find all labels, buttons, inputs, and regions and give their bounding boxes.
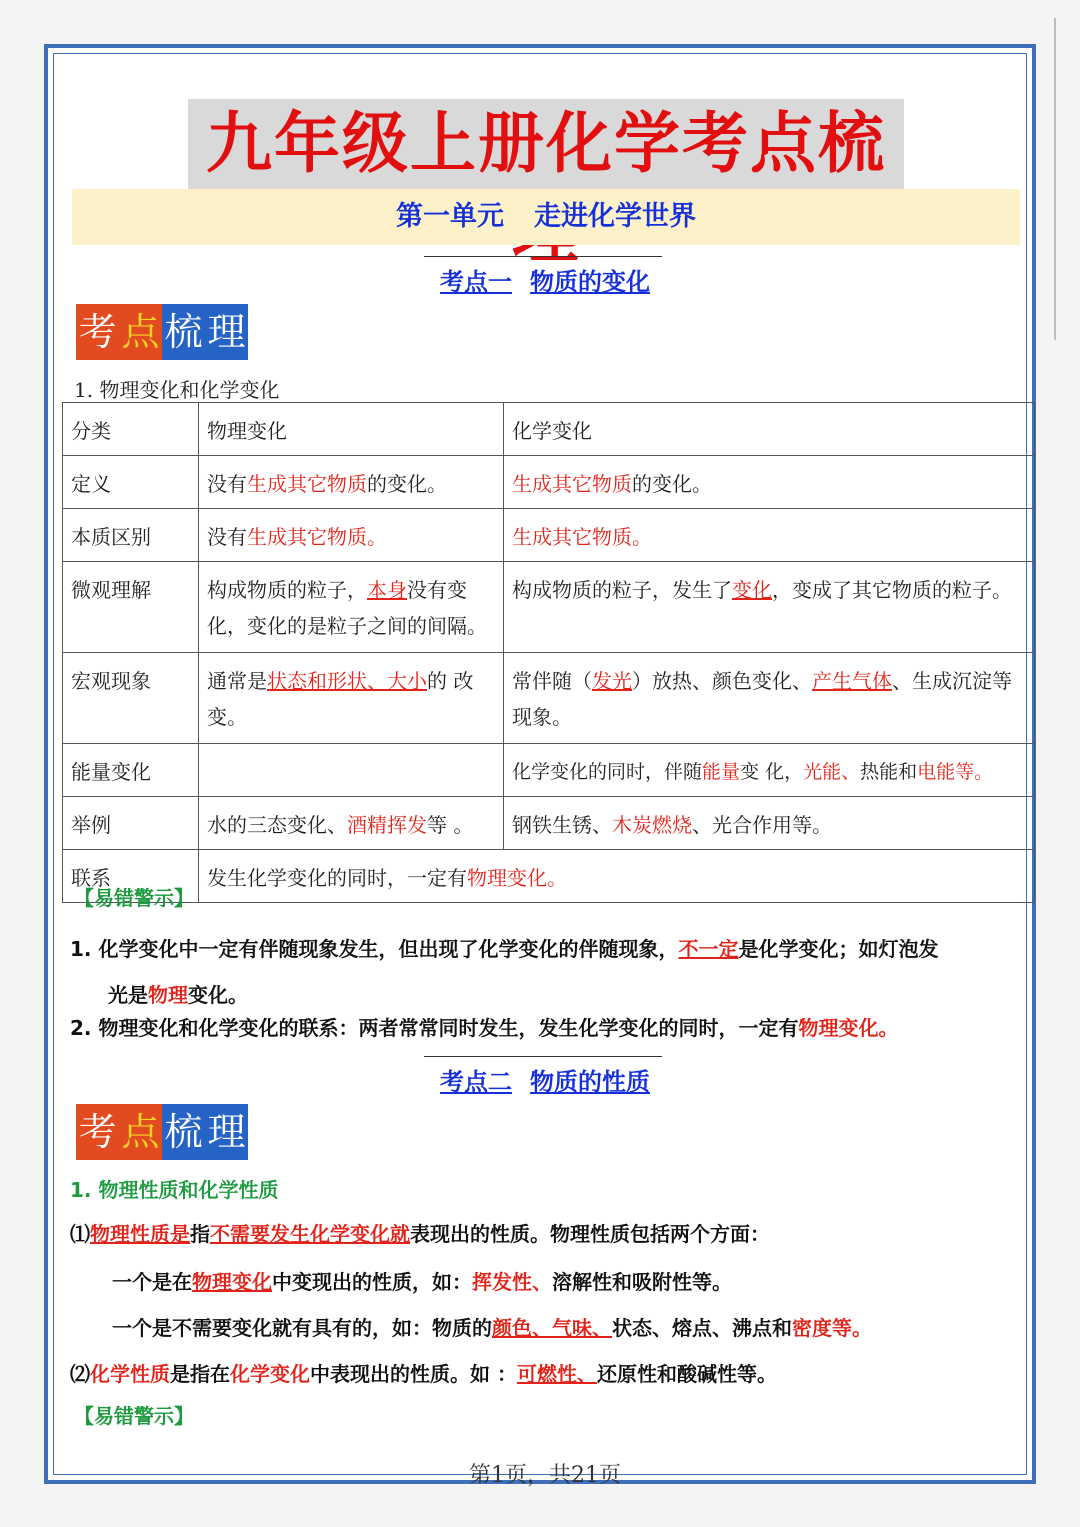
badge-char: 理 [205, 1104, 248, 1160]
text: 指 [190, 1222, 210, 1246]
table-cell [504, 653, 1035, 744]
page-frame [44, 44, 1036, 1488]
table-header: 分类 [63, 403, 199, 456]
row-label: 举例 [63, 797, 199, 850]
text: 还原性和酸碱性等。 [596, 1362, 777, 1386]
row-label: 联系 [63, 850, 199, 903]
table-cell [504, 562, 1035, 653]
kd2-number: 考点二 [440, 1068, 512, 1096]
keyword: 化学性质 [90, 1362, 170, 1386]
text: 、生成沉淀等现象。 [512, 669, 1012, 729]
text: 、光合作用等。 [692, 813, 832, 837]
text: 一个是不需要变化就有具有的，如：物质的 [112, 1316, 492, 1340]
table-cell [199, 653, 504, 744]
table-cell [199, 456, 504, 509]
keyword: 物理变化。 [467, 866, 567, 890]
prop-physical-a [112, 1266, 732, 1295]
keyword: 能量 [702, 761, 741, 783]
table-cell [504, 509, 1035, 562]
keyword: 电能等。 [917, 761, 994, 783]
text: ，变成了其它物质的粒子。 [772, 578, 1012, 602]
page-inner [53, 53, 1027, 1488]
table-cell [504, 744, 1035, 797]
keyword: 物理变化 [192, 1270, 272, 1294]
keyword: 木炭燃烧 [612, 813, 692, 837]
text: 水的三态变化、 [207, 813, 347, 837]
keyword: 酒精挥发 [347, 813, 427, 837]
warning-label-2: 【易错警示】 [74, 1404, 194, 1428]
text: 2. 物理变化和化学变化的联系：两者常常同时发生，发生化学变化的同时，一定有 [70, 1016, 799, 1040]
badge-char: 点 [119, 1104, 162, 1160]
text: 发生化学变化的同时，一定有 [207, 866, 467, 890]
table-row [63, 509, 1035, 562]
keyword: 状态和形状、大小 [267, 669, 427, 693]
badge-char: 梳 [162, 1104, 205, 1160]
text: 热能和 [860, 761, 918, 783]
table-cell [199, 797, 504, 850]
kd1-title [54, 262, 1036, 297]
text: 构成物质的粒子，发生了 [512, 578, 732, 602]
text: 是化学变化；如灯泡发 [738, 937, 939, 961]
warning-label-1: 【易错警示】 [74, 886, 194, 910]
scrollbar-line [1054, 18, 1056, 340]
kaodian-badge-2 [76, 1104, 248, 1160]
table-row [63, 456, 1035, 509]
table-cell [199, 562, 504, 653]
keyword: 物理性质是 [90, 1222, 190, 1246]
text: 1. 化学变化中一定有伴随现象发生，但出现了化学变化的伴随现象， [70, 937, 679, 961]
comparison-table [62, 402, 1035, 903]
text: 钢铁生锈、 [512, 813, 612, 837]
text: 等 。 [427, 813, 474, 837]
keyword: 不一定 [678, 937, 739, 961]
table-cell [199, 850, 1035, 903]
prop-physical-b [112, 1312, 872, 1341]
table-row [63, 653, 1035, 744]
keyword: 生成其它物质 [512, 472, 632, 496]
keyword: 密度等。 [792, 1316, 872, 1340]
section1-heading: 1. 物理变化和化学变化 [74, 378, 280, 402]
warning-item-2 [70, 1012, 898, 1041]
table-row [63, 744, 1035, 797]
unit-number: 第一单元 [396, 201, 504, 232]
row-label: 宏观现象 [63, 653, 199, 744]
text: 的变化。 [632, 472, 712, 496]
text: 变 化， [740, 761, 804, 783]
keyword: 物理 [148, 983, 188, 1007]
keyword: 生成其它物质。 [247, 525, 387, 549]
section2-heading: 1. 物理性质和化学性质 [70, 1178, 279, 1202]
keyword: 发光 [592, 669, 632, 693]
keyword: 变化 [732, 578, 772, 602]
text: 没有变化，变化的是粒子之间的间隔。 [207, 578, 487, 638]
keyword: 挥发性、 [472, 1270, 552, 1294]
page-number: 第1页，共21页 [469, 1463, 621, 1488]
text: ⑵ [70, 1362, 90, 1386]
text: 一个是在 [112, 1270, 192, 1294]
keyword: 生成其它物质 [247, 472, 367, 496]
kd1-number: 考点一 [440, 268, 512, 296]
text: 构成物质的粒子， [207, 578, 367, 602]
text: 通常是 [207, 669, 267, 693]
kd2-rule [424, 1056, 662, 1057]
text: 常伴随（ [512, 669, 592, 693]
text: 光是 [108, 983, 148, 1007]
prop-physical [70, 1218, 770, 1247]
text: ）放热、颜色变化、 [632, 669, 812, 693]
table-cell [199, 744, 504, 797]
keyword: 可燃性、 [516, 1362, 597, 1386]
table-row [63, 403, 1035, 456]
table-header: 物理变化 [199, 403, 504, 456]
table-cell [504, 797, 1035, 850]
warning-item-1 [70, 926, 1020, 1018]
keyword: 不需要发生化学变化就 [210, 1222, 410, 1246]
unit-heading [72, 189, 1020, 245]
text: 状态、熔点、沸点和 [612, 1316, 792, 1340]
row-label: 定义 [63, 456, 199, 509]
row-label: 本质区别 [63, 509, 199, 562]
kaodian-badge-1 [76, 304, 248, 360]
text: ⑴ [70, 1222, 90, 1246]
keyword: 颜色、气味、 [492, 1316, 612, 1340]
text: 中表现出的性质。如 ： [310, 1362, 517, 1386]
badge-char: 点 [119, 304, 162, 360]
table-row [63, 850, 1035, 903]
text: 表现出的性质。物理性质包括两个方面： [410, 1222, 770, 1246]
keyword: 光能、 [803, 761, 861, 783]
kd1-name: 物质的变化 [530, 268, 650, 296]
table-row [63, 562, 1035, 653]
badge-char: 考 [76, 1104, 119, 1160]
text: 没有 [207, 525, 247, 549]
row-label: 能量变化 [63, 744, 199, 797]
text: 溶解性和吸附性等。 [552, 1270, 732, 1294]
kd2-name: 物质的性质 [530, 1068, 650, 1096]
kd1-rule [424, 256, 662, 257]
row-label: 微观理解 [63, 562, 199, 653]
text: 化学变化的同时，伴随 [512, 761, 703, 783]
table-cell [504, 456, 1035, 509]
badge-char: 考 [76, 304, 119, 360]
badge-char: 理 [205, 304, 248, 360]
keyword: 产生气体 [812, 669, 892, 693]
page-title: 九年级上册化学考点梳 [188, 99, 904, 189]
kd2-title [54, 1062, 1036, 1097]
text: 的 改变。 [207, 669, 474, 729]
text: 中变现出的性质，如： [272, 1270, 472, 1294]
keyword: 生成其它物质。 [512, 525, 652, 549]
keyword: 本身 [367, 578, 407, 602]
keyword: 物理变化。 [798, 1016, 899, 1040]
table-cell [199, 509, 504, 562]
badge-char: 梳 [162, 304, 205, 360]
text: 的变化。 [367, 472, 447, 496]
table-header: 化学变化 [504, 403, 1035, 456]
table-row [63, 797, 1035, 850]
keyword: 化学变化 [230, 1362, 310, 1386]
text: 是指在 [170, 1362, 230, 1386]
text: 变化。 [188, 983, 248, 1007]
text: 没有 [207, 472, 247, 496]
unit-name: 走进化学世界 [534, 201, 696, 232]
prop-chemical [70, 1358, 777, 1387]
